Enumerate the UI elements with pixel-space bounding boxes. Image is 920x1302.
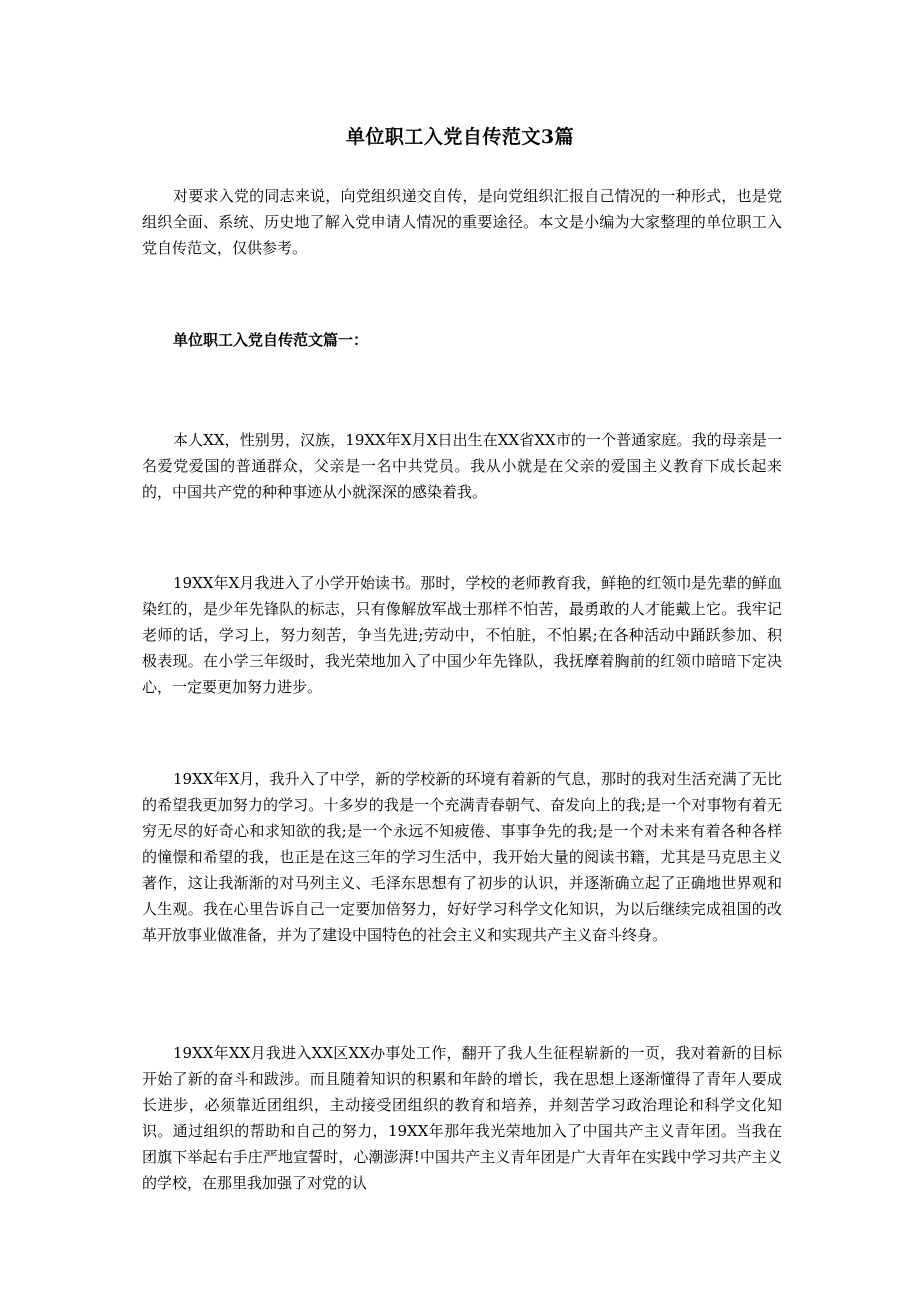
body-paragraph: 本人XX，性别男，汉族，19XX年X月X日出生在XX省XX市的一个普通家庭。我的母亲是一名爱党爱国的普通群众，父亲是一名中共党员。我从小就是在父亲的爱国主义教育下成长起来的，中国共产党的种种事迹从小就深深的感染着我。 xyxy=(142,431,782,501)
document-title: 单位职工入党自传范文3篇 xyxy=(345,126,575,148)
body-paragraph: 19XX年X月我进入了小学开始读书。那时，学校的老师教育我，鲜艳的红领巾是先辈的鲜血染红的，是少年先锋队的标志，只有像解放军战士那样不怕苦，最勇敢的人才能戴上它。我牢记老师的话，学习上，努力刻苦，争当先进;劳动中，不怕脏，不怕累;在各种活动中踊跃参加、积极表现。在小学三年级时，我光荣地加入了中国少年先锋队，我抚摩着胸前的红领巾暗暗下定决心，一定要更加努力进步。 xyxy=(142,574,782,696)
body-paragraph: 19XX年XX月我进入XX区XX办事处工作，翻开了我人生征程崭新的一页，我对着新的目标开始了新的奋斗和跋涉。而且随着知识的积累和年龄的增长，我在思想上逐渐懂得了青年人要成长进步，必须靠近团组织，主动接受团组织的教育和培养，并刻苦学习政治理论和科学文化知识。通过组织的帮助和自己的努力，19XX年那年我光荣地加入了中国共产主义青年团。当我在团旗下举起右手庄严地宣誓时，心潮澎湃!中国共产主义青年团是广大青年在实践中学习共产主义的学校，在那里我加强了对党的认 xyxy=(142,1044,782,1192)
intro-paragraph: 对要求入党的同志来说，向党组织递交自传，是向党组织汇报自己情况的一种形式，也是党组织全面、系统、历史地了解入党申请人情况的重要途径。本文是小编为大家整理的单位职工入党自传范文，仅供参考。 xyxy=(142,187,782,257)
body-paragraph: 19XX年X月，我升入了中学，新的学校新的环境有着新的气息，那时的我对生活充满了无比的希望我更加努力的学习。十多岁的我是一个充满青春朝气、奋发向上的我;是一个对事物有着无穷无尽的好奇心和求知欲的我;是一个永远不知疲倦、事事争先的我;是一个对未来有着各种各样的憧憬和希望的我，也正是在这三年的学习生活中，我开始大量的阅读书籍，尤其是马克思主义著作，这让我渐渐的对马列主义、毛泽东思想有了初步的认识，并逐渐确立起了正确地世界观和人生观。我在心里告诉自己一定要加倍努力，好好学习科学文化知识，为以后继续完成祖国的改革开放事业做准备，并为了建设中国特色的社会主义和实现共产主义奋斗终身。 xyxy=(142,770,782,944)
section-heading: 单位职工入党自传范文篇一： xyxy=(173,331,369,349)
